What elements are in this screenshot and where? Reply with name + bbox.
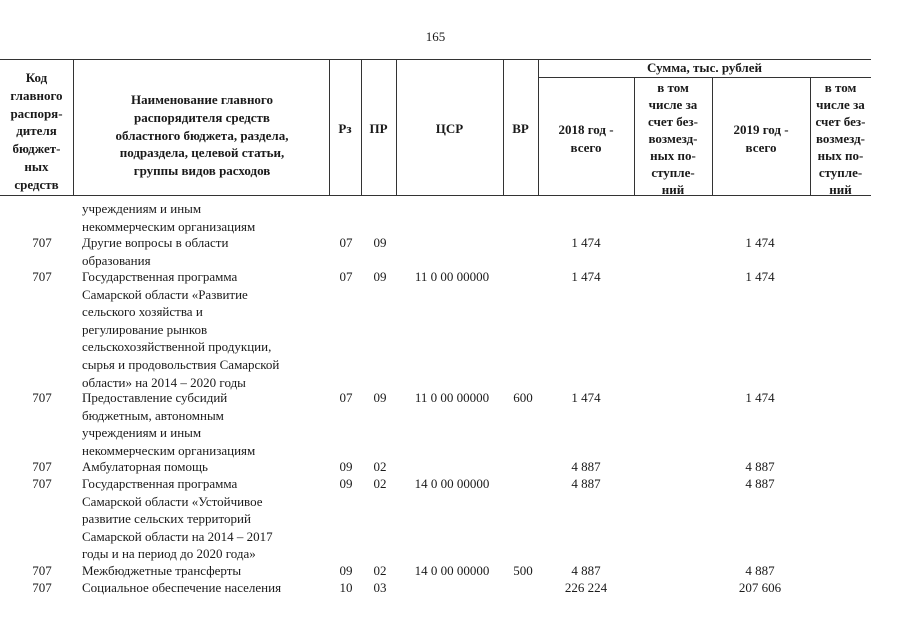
header-csr: ЦСР <box>435 121 464 136</box>
header-pr: ПР <box>369 121 388 136</box>
header-bottom-border <box>0 195 871 196</box>
header-2018-incl: в том числе за счет без- возмезд- ных по- ступле- ний <box>648 80 698 197</box>
row-rz: 07 <box>339 269 353 284</box>
header-2018-total: 2018 год - всего <box>558 122 614 155</box>
row-vr: 500 <box>513 563 533 578</box>
row-2019: 4 887 <box>745 563 775 578</box>
row-code: 707 <box>32 580 52 595</box>
row-code: 707 <box>32 476 52 491</box>
row-csr: 11 0 00 00000 <box>414 390 490 405</box>
row-csr: 14 0 00 00000 <box>414 476 490 491</box>
row-rz: 09 <box>339 459 353 474</box>
row-csr: 14 0 00 00000 <box>414 563 490 578</box>
row-name: Предоставление субсидий бюджетным, автономным учреждениям и иным некоммерческим организациям <box>82 390 256 458</box>
row-2019: 207 606 <box>738 580 782 595</box>
col-divider-1 <box>73 59 74 195</box>
row-2019: 4 887 <box>745 476 775 491</box>
row-name: учреждениям и иным некоммерческим организациям <box>82 201 256 234</box>
row-vr: 600 <box>513 390 533 405</box>
row-rz: 09 <box>339 476 353 491</box>
row-name: Амбулаторная помощь <box>82 459 208 474</box>
row-2018: 4 887 <box>571 476 601 491</box>
row-name: Межбюджетные трансферты <box>82 563 242 578</box>
row-pr: 03 <box>373 580 387 595</box>
row-pr: 09 <box>373 390 387 405</box>
row-name: Государственная программа Самарской области «Развитие сельского хозяйства и регулирование рынков сельскохозяйственной продукции, сырья и продовольствия Самарской области» на 2014 – 2020 годы <box>82 269 280 390</box>
row-2019: 1 474 <box>745 390 775 405</box>
row-2018: 1 474 <box>571 269 601 284</box>
row-2019: 1 474 <box>745 235 775 250</box>
row-name: Социальное обеспечение населения <box>82 580 282 595</box>
row-code: 707 <box>32 563 52 578</box>
header-vr: ВР <box>512 121 529 136</box>
row-code: 707 <box>32 390 52 405</box>
row-rz: 10 <box>339 580 353 595</box>
row-code: 707 <box>32 269 52 284</box>
row-code: 707 <box>32 459 52 474</box>
row-pr: 02 <box>373 476 387 491</box>
header-rz: Рз <box>338 121 352 136</box>
header-2019-total: 2019 год - всего <box>733 122 789 155</box>
row-2018: 4 887 <box>571 563 601 578</box>
header-name: Наименование главного распорядителя средств областного бюджета, раздела, подраздела, целевой статьи, группы видов расходов <box>115 92 289 179</box>
page-number: 165 <box>425 29 446 44</box>
row-pr: 02 <box>373 459 387 474</box>
row-2018: 1 474 <box>571 235 601 250</box>
row-rz: 09 <box>339 563 353 578</box>
sum-group-divider <box>538 77 871 78</box>
row-pr: 09 <box>373 269 387 284</box>
row-csr: 11 0 00 00000 <box>414 269 490 284</box>
header-code: Код главного распоря- дителя бюджет- ных средств <box>10 70 63 192</box>
row-2019: 4 887 <box>745 459 775 474</box>
row-code: 707 <box>32 235 52 250</box>
row-name: Другие вопросы в области образования <box>82 235 229 268</box>
row-2018: 226 224 <box>564 580 608 595</box>
row-rz: 07 <box>339 235 353 250</box>
row-2018: 1 474 <box>571 390 601 405</box>
header-2019-incl: в том числе за счет без- возмезд- ных по- ступле- ний <box>815 80 866 197</box>
row-2019: 1 474 <box>745 269 775 284</box>
row-name: Государственная программа Самарской области «Устойчивое развитие сельских территорий Самарской области на 2014 – 2017 годы и на период до 2020 года» <box>82 476 273 562</box>
row-rz: 07 <box>339 390 353 405</box>
row-pr: 09 <box>373 235 387 250</box>
row-pr: 02 <box>373 563 387 578</box>
row-2018: 4 887 <box>571 459 601 474</box>
header-sum-group: Сумма, тыс. рублей <box>647 60 762 75</box>
